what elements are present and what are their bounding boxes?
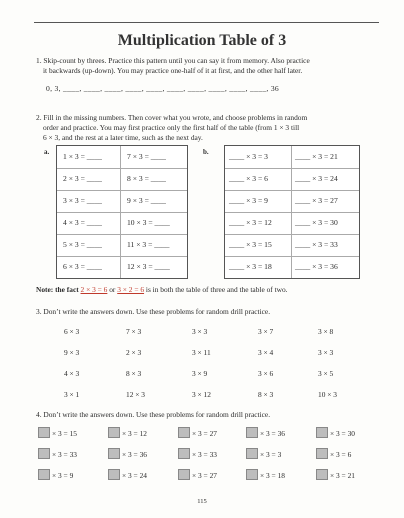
drill-problem-text: × 3 = 15 <box>52 429 77 438</box>
answer-box <box>178 469 190 480</box>
table-a-cell: 3 × 3 = ____ <box>63 196 102 205</box>
page-title: Multiplication Table of 3 <box>117 32 287 49</box>
answer-box <box>246 427 258 438</box>
row-divider <box>57 168 187 169</box>
drill-problem: 3 × 7 <box>258 327 274 336</box>
drill-problem: 10 × 3 <box>318 390 337 399</box>
drill-problem <box>246 469 285 480</box>
row-divider <box>57 190 187 191</box>
table-b-box <box>224 145 360 279</box>
table-b-cell: ____ × 3 = 18 <box>229 262 272 271</box>
answer-box <box>108 427 120 438</box>
note <box>36 285 288 294</box>
q3-instruction: 3. Don’t write the answers down. Use these problems for random drill practice. <box>36 307 271 316</box>
label-b: b. <box>203 148 209 156</box>
q1-line2: it backwards (up-down). You may practice one-half of it at first, and the other half later. <box>43 66 303 75</box>
table-a-cell: 7 × 3 = ____ <box>127 152 166 161</box>
drill-problem <box>38 469 73 480</box>
table-b-cell: ____ × 3 = 30 <box>295 218 338 227</box>
drill-problem <box>178 469 217 480</box>
table-a-cell: 8 × 3 = ____ <box>127 174 166 183</box>
table-a-box <box>56 145 188 279</box>
drill-problem: 3 × 5 <box>318 369 334 378</box>
table-a-cell: 2 × 3 = ____ <box>63 174 102 183</box>
answer-box <box>316 469 328 480</box>
answer-box <box>246 469 258 480</box>
drill-problem: 3 × 1 <box>64 390 80 399</box>
drill-problem <box>316 469 355 480</box>
table-b-cell: ____ × 3 = 3 <box>229 152 268 161</box>
table-a-cell: 4 × 3 = ____ <box>63 218 102 227</box>
note-prefix: Note: the fact <box>36 285 81 294</box>
note-suffix: is in both the table of three and the table of two. <box>144 285 288 294</box>
row-divider <box>225 168 359 169</box>
row-divider <box>225 256 359 257</box>
drill-problem-text: × 3 = 27 <box>192 471 217 480</box>
drill-problem: 12 × 3 <box>126 390 145 399</box>
answer-box <box>38 448 50 459</box>
drill-problem: 8 × 3 <box>126 369 142 378</box>
q2-line2: order and practice. You may first practice only the first half of the table (from 1 × 3 till <box>43 123 300 132</box>
answer-box <box>178 448 190 459</box>
q2-line1: 2. Fill in the missing numbers. Then cover what you wrote, and choose problems in random <box>36 113 308 122</box>
drill-problem: 6 × 3 <box>64 327 80 336</box>
note-fact-1: 2 × 3 = 6 <box>80 285 108 294</box>
table-a-cell: 6 × 3 = ____ <box>63 262 102 271</box>
row-divider <box>225 190 359 191</box>
drill-problem-text: × 3 = 9 <box>52 471 74 480</box>
drill-problem-text: × 3 = 12 <box>122 429 147 438</box>
drill-problem-text: × 3 = 30 <box>330 429 355 438</box>
answer-box <box>316 448 328 459</box>
table-b-cell: ____ × 3 = 15 <box>229 240 272 249</box>
drill-problem <box>246 448 281 459</box>
table-b-cell: ____ × 3 = 9 <box>229 196 268 205</box>
drill-problem: 7 × 3 <box>126 327 142 336</box>
table-a-cell: 1 × 3 = ____ <box>63 152 102 161</box>
drill-problem: 3 × 8 <box>318 327 334 336</box>
drill-problem-text: × 3 = 18 <box>260 471 285 480</box>
table-a-cell: 5 × 3 = ____ <box>63 240 102 249</box>
table-a-cell: 9 × 3 = ____ <box>127 196 166 205</box>
column-divider <box>120 146 121 278</box>
table-b-cell: ____ × 3 = 6 <box>229 174 268 183</box>
drill-problem-text: × 3 = 27 <box>192 429 217 438</box>
drill-problem: 3 × 4 <box>258 348 274 357</box>
drill-problem <box>178 448 217 459</box>
drill-problem-text: × 3 = 33 <box>192 450 217 459</box>
note-middle: or <box>107 285 118 294</box>
drill-problem <box>38 427 77 438</box>
answer-box <box>38 427 50 438</box>
drill-problem: 3 × 3 <box>192 327 208 336</box>
label-a: a. <box>44 148 50 156</box>
top-rule <box>34 22 379 23</box>
column-divider <box>291 146 292 278</box>
table-b-cell: ____ × 3 = 24 <box>295 174 338 183</box>
page-number: 115 <box>197 498 207 505</box>
row-divider <box>57 212 187 213</box>
table-b-cell: ____ × 3 = 36 <box>295 262 338 271</box>
row-divider <box>225 212 359 213</box>
note-fact-2: 3 × 2 = 6 <box>117 285 145 294</box>
drill-problem: 3 × 6 <box>258 369 274 378</box>
q4-instruction: 4. Don’t write the answers down. Use these problems for random drill practice. <box>36 410 271 419</box>
drill-problem <box>108 469 147 480</box>
drill-problem: 2 × 3 <box>126 348 142 357</box>
row-divider <box>57 234 187 235</box>
skip-count-sequence: 0, 3, ____, ____, ____, ____, ____, ____, ____, ____, ____, ____, 36 <box>46 84 280 93</box>
row-divider <box>57 256 187 257</box>
q1-line1: 1. Skip-count by threes. Practice this pattern until you can say it from memory. Also practice <box>36 56 310 65</box>
drill-problem-text: × 3 = 3 <box>260 450 282 459</box>
drill-problem: 4 × 3 <box>64 369 80 378</box>
answer-box <box>108 448 120 459</box>
table-a-cell: 10 × 3 = ____ <box>127 218 170 227</box>
drill-problem: 8 × 3 <box>258 390 274 399</box>
table-b-cell: ____ × 3 = 21 <box>295 152 338 161</box>
answer-box <box>108 469 120 480</box>
table-b-cell: ____ × 3 = 33 <box>295 240 338 249</box>
drill-problem <box>108 448 147 459</box>
drill-problem <box>108 427 147 438</box>
table-b-cell: ____ × 3 = 27 <box>295 196 338 205</box>
drill-problem-text: × 3 = 36 <box>122 450 147 459</box>
drill-problem <box>316 427 355 438</box>
drill-problem: 3 × 9 <box>192 369 208 378</box>
answer-box <box>38 469 50 480</box>
drill-problem <box>316 448 351 459</box>
drill-problem <box>38 448 77 459</box>
row-divider <box>225 234 359 235</box>
drill-problem <box>246 427 285 438</box>
answer-box <box>178 427 190 438</box>
answer-box <box>246 448 258 459</box>
drill-problem: 3 × 12 <box>192 390 211 399</box>
drill-problem-text: × 3 = 6 <box>330 450 352 459</box>
answer-box <box>316 427 328 438</box>
drill-problem: 3 × 11 <box>192 348 211 357</box>
q2-line3: 6 × 3, and the rest at a later time, such as the next day. <box>43 133 203 142</box>
table-b-cell: ____ × 3 = 12 <box>229 218 272 227</box>
table-a-cell: 11 × 3 = ____ <box>127 240 170 249</box>
drill-problem-text: × 3 = 36 <box>260 429 285 438</box>
drill-problem-text: × 3 = 21 <box>330 471 355 480</box>
table-a-cell: 12 × 3 = ____ <box>127 262 170 271</box>
drill-problem-text: × 3 = 33 <box>52 450 77 459</box>
drill-problem: 9 × 3 <box>64 348 80 357</box>
drill-problem <box>178 427 217 438</box>
drill-problem: 3 × 3 <box>318 348 334 357</box>
drill-problem-text: × 3 = 24 <box>122 471 147 480</box>
